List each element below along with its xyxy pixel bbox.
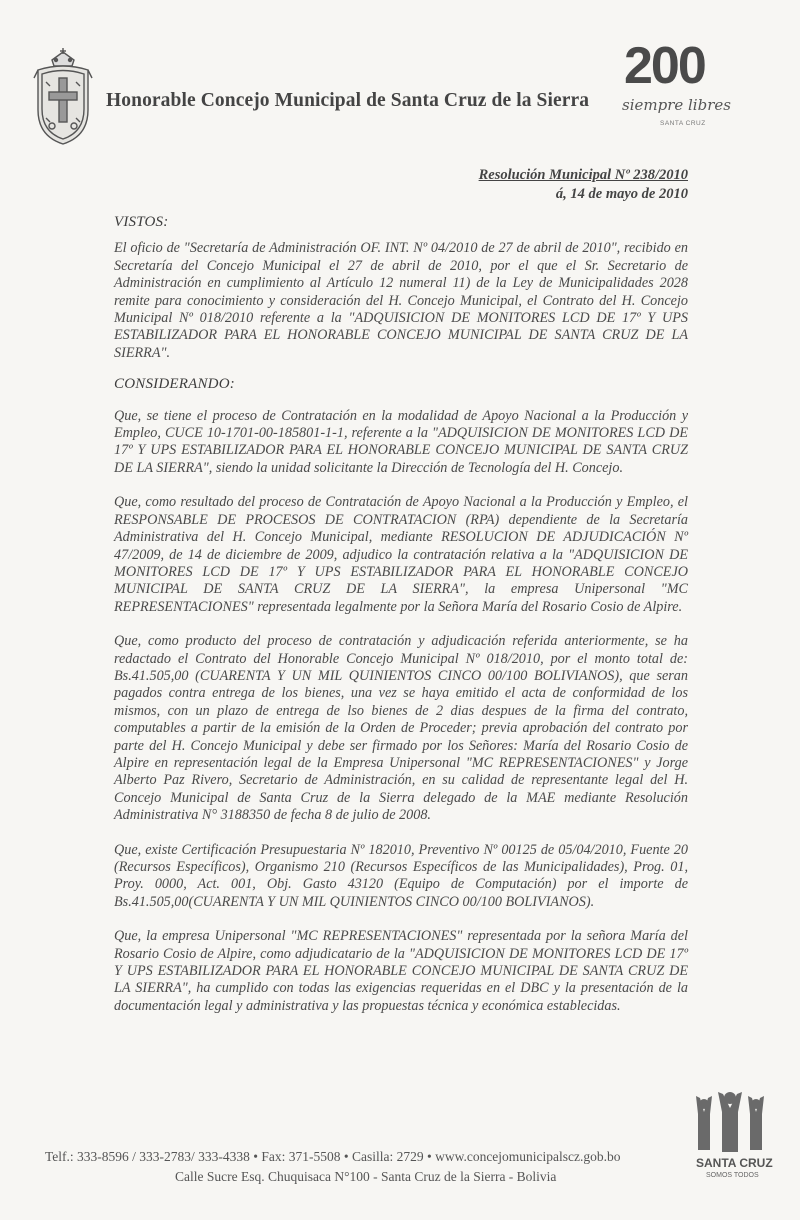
considerando-heading: CONSIDERANDO: — [114, 376, 235, 393]
vistos-heading: VISTOS: — [114, 214, 169, 230]
contact-line: Telf.: 333-8596 / 333-2783/ 333-4338 • Fax: 371-5508 • Casilla: 2729 • www.concejomunicipalscz.gob.bo — [45, 1149, 621, 1164]
considerando-paragraph: Que, se tiene el proceso de Contratación en la modalidad de Apoyo Nacional a la Producción y Empleo, CUCE 10-1701-00-185801-1-1, referente a la "ADQUISICION DE MONITORES LCD DE 17º Y UPS ESTABILIZADOR PARA EL HONORABLE CONCEJO MUNICIPAL DE SANTA CRUZ DE LA SIERRA", siendo la unidad solicitante la Dirección de Tecnología del H. Concejo. — [114, 407, 688, 476]
bicentennial-script: siempre libres — [622, 96, 731, 114]
considerando-paragraph: Que, la empresa Unipersonal "MC REPRESENTACIONES" representada por la señora María del Rosario Cosio de Alpire, como adjudicatario de la "ADQUISICION DE MONITORES LCD DE 17º Y UPS ESTABILIZADOR PARA EL HONORABLE CONCEJO MUNICIPAL DE SANTA CRUZ DE LA SIERRA", ha cumplido con todas las exigencias requeridas en el DBC y la presentación de la documentación legal y administrativa y las propuestas técnica y económica establecidas. — [114, 928, 688, 1014]
letterhead-footer — [45, 1147, 685, 1187]
bicentennial-number: 200 — [624, 37, 705, 95]
resolution-date: á, 14 de mayo de 2010 — [555, 186, 688, 202]
people-figures-icon — [690, 1090, 770, 1156]
considerando-paragraph: Que, como producto del proceso de contratación y adjudicación referida anteriormente, se ha redactado el Contrato del Honorable Concejo Municipal Nº 018/2010, por el monto total de: Bs.41.505,00 (CUARENTA Y UN MIL QUINIENTOS CINCO 00/100 BOLIVIANOS), que seran pagados contra entrega de los bienes, una vez se haya emitido el acta de conformidad de los mismos, con un plazo de entrega de lso bienes de 2 dias despues de la firma del contrato, computables a partir de la emisión de la Orden de Proceder; previa aprobación del contrato por parte del H. Concejo Municipal y debe ser firmado por los Señores: María del Rosario Cosio de Alpire en representación legal de la Empresa Unipersonal "MC REPRESENTACIONES" y Jorge Alberto Paz Rivero, Secretario de Administración, en su calidad de representante legal del H. Concejo Municipal de Santa Cruz de la Sierra delegado de la MAE mediante Resolución Administrativa N° 3188350 de fecha 8 de julio de 2008. — [114, 633, 688, 824]
santa-cruz-logo-name: SANTA CRUZ — [696, 1156, 773, 1170]
considerando-paragraph: Que, como resultado del proceso de Contratación de Apoyo Nacional a la Producción y Empleo, el RESPONSABLE DE PROCESOS DE CONTRATACION (RPA) dependiente de la Secretaría Administrativa del H. Concejo Municipal, mediante RESOLUCION DE ADJUDICACIÓN Nº 47/2009, de 14 de diciembre de 2009, adjudico la contratación relativa a la "ADQUISICION DE MONITORES LCD DE 17º Y UPS ESTABILIZADOR PARA EL HONORABLE CONCEJO MUNICIPAL DE SANTA CRUZ DE LA SIERRA", la empresa Unipersonal "MC REPRESENTACIONES" representada legalmente por la Señora María del Rosario Cosio de Alpire. — [114, 494, 688, 615]
vistos-paragraph: El oficio de "Secretaría de Administración OF. INT. Nº 04/2010 de 27 de abril de 2010", recibido en Secretaría del Concejo Municipal el 27 de abril de 2010, por el que el Sr. Secretario de Administración en cumplimiento al Artículo 12 numeral 11) de la Ley de Municipalidades 2028 remite para conocimiento y consideración del H. Concejo Municipal, el Contrato del H. Concejo Municipal Nº 018/2010 referente a la "ADQUISICION DE MONITORES LCD DE 17º Y UPS ESTABILIZADOR PARA EL HONORABLE CONCEJO MUNICIPAL DE SANTA CRUZ DE LA SIERRA". — [114, 240, 688, 361]
santa-cruz-logo-tagline: SOMOS TODOS — [706, 1172, 759, 1179]
bicentennial-subtitle: SANTA CRUZ — [660, 120, 706, 127]
address-line: Calle Sucre Esq. Chuquisaca N°100 - Santa Cruz de la Sierra - Bolivia — [175, 1169, 557, 1184]
considerando-paragraph: Que, existe Certificación Presupuestaria Nº 182010, Preventivo Nº 00125 de 05/04/2010, Fuente 20 (Recursos Específicos), Organismo 210 (Recursos Específicos de las Municipalidades), Prog. 01, Proy. 0000, Act. 001, Obj. Gasto 43120 (Equipo de Computación) por el importe de Bs.41.505,00(CUARENTA Y UN MIL QUINIENTOS CINCO 00/100 BOLIVIANOS). — [114, 841, 688, 910]
organization-title: Honorable Concejo Municipal de Santa Cruz de la Sierra — [106, 90, 590, 111]
santa-cruz-logo — [690, 1090, 773, 1190]
bicentennial-logo — [622, 37, 752, 132]
coat-of-arms-icon — [32, 48, 94, 148]
document-body — [114, 214, 688, 1032]
resolution-number: Resolución Municipal Nº 238/2010 — [478, 167, 688, 183]
resolution-block — [479, 166, 688, 204]
